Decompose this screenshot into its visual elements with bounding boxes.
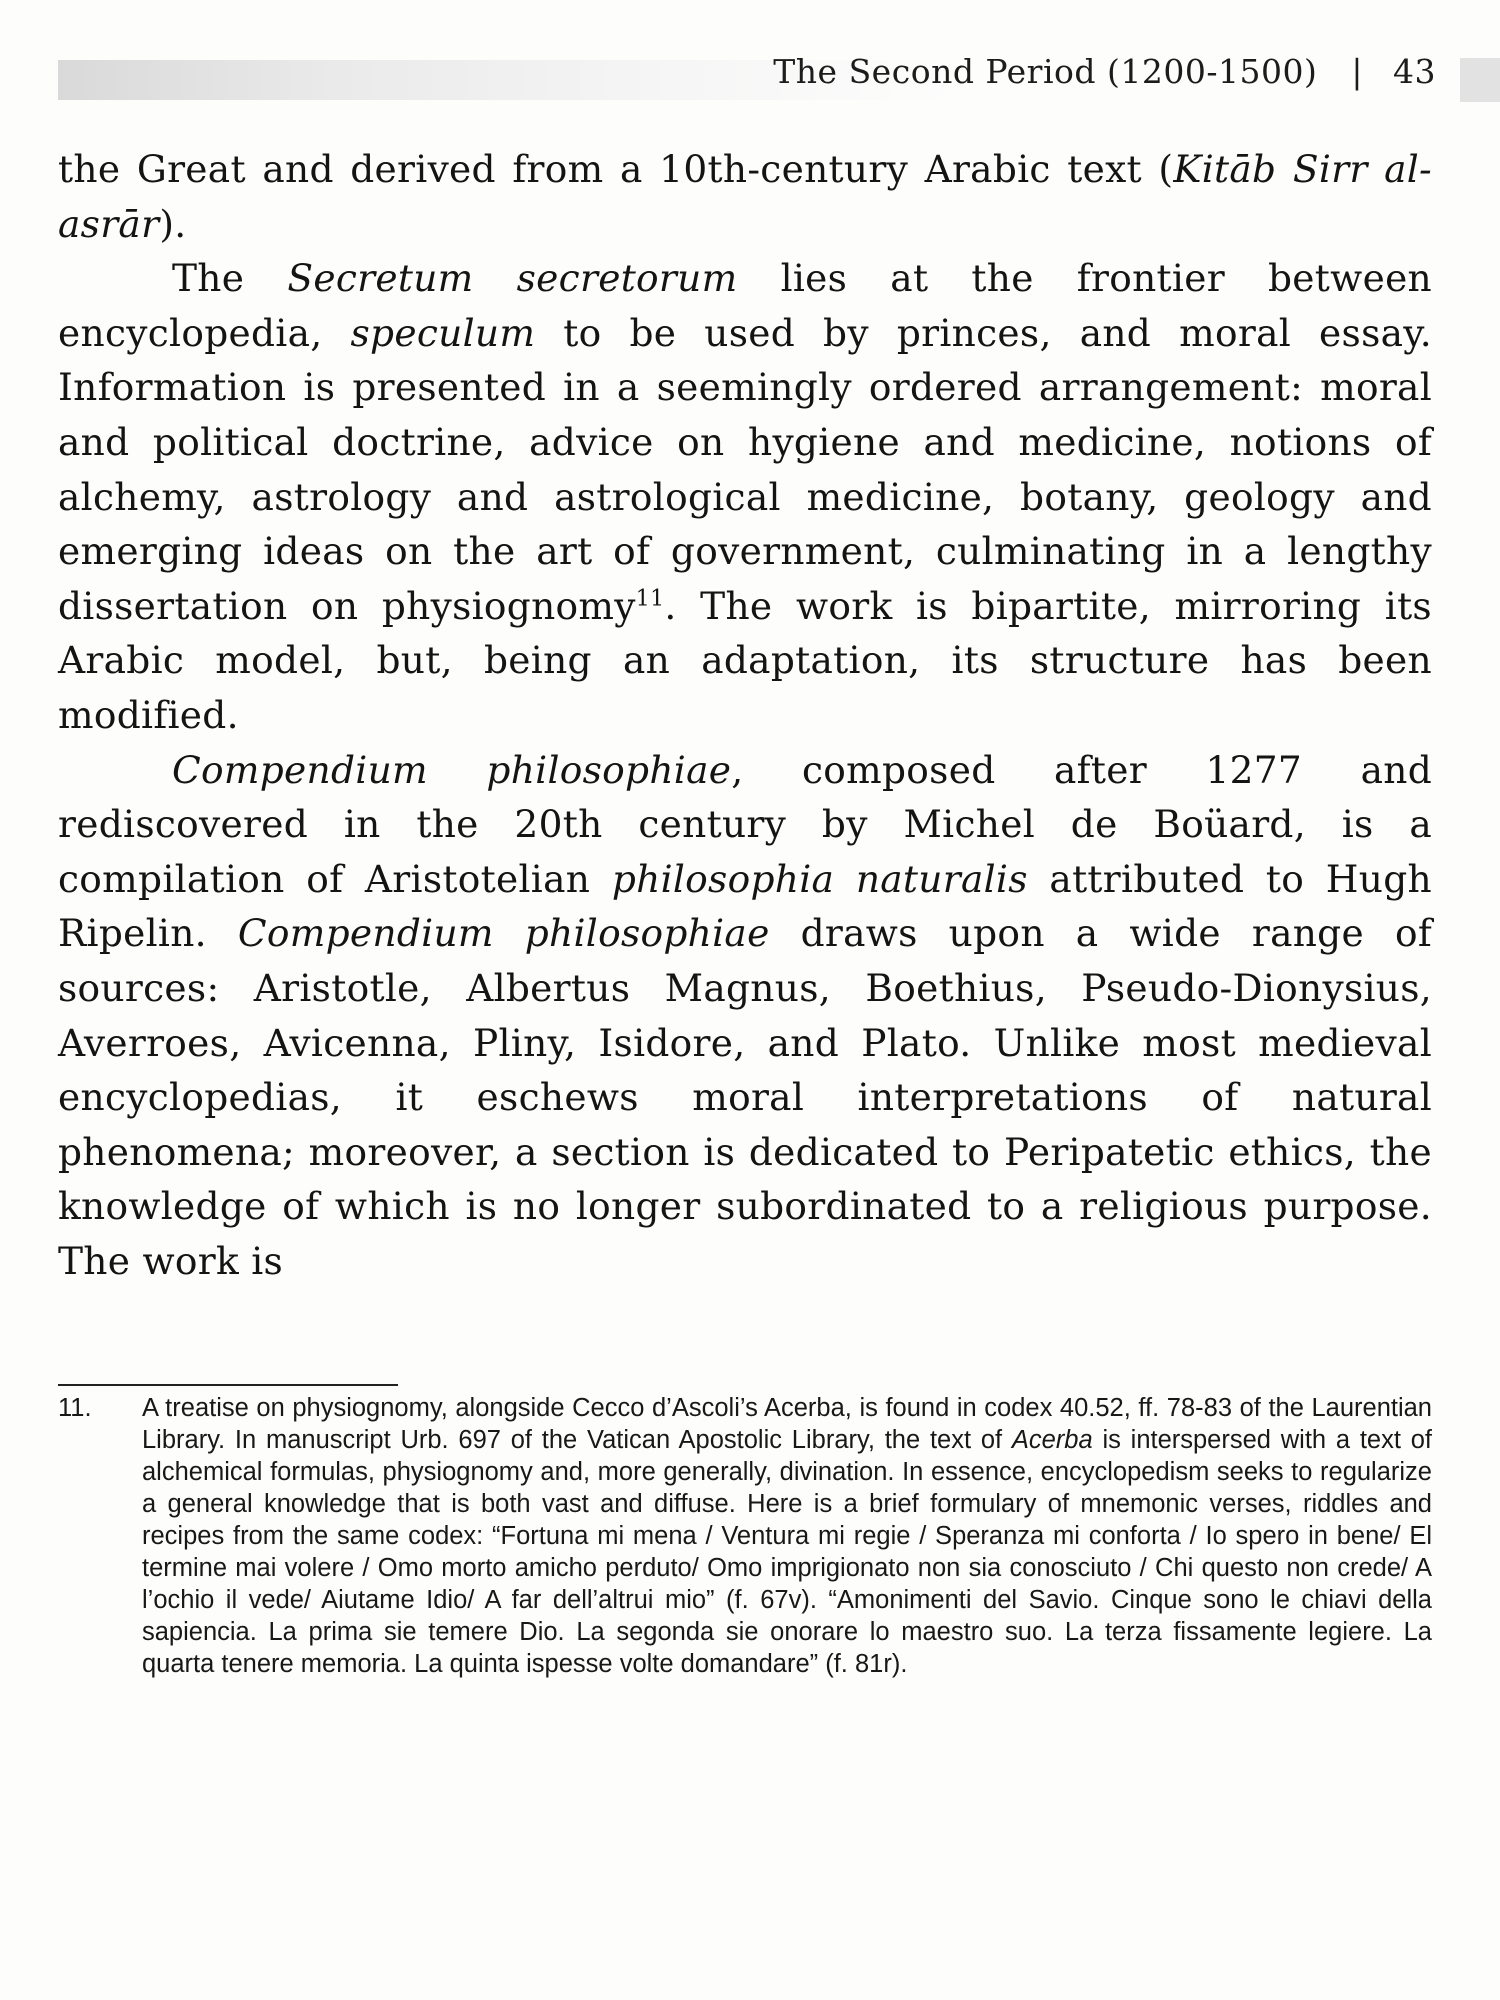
italic-title-kitab: Kitāb Sirr al-asrār	[58, 147, 1432, 246]
italic-title-compendium: Compendium philosophiae	[172, 747, 732, 792]
italic-title-acerba: Acerba	[1011, 1426, 1093, 1454]
paragraph-continuation	[58, 142, 1432, 251]
italic-title-compendium: Compendium philosophiae	[237, 911, 770, 956]
text-run: the Great and derived from a 10th-century Arabic text (	[58, 147, 1174, 191]
text-run: to be used by princes, and moral essay. Information is presented in a seemingly ordered arrangement: moral and political doctrine, advice on hygiene and medicine, notions of alchemy, astrology and astrological medicine, botany, geology and emerging ideas on the art of government, culminating in a lengthy dissertation on physiognomy	[58, 310, 1432, 628]
footnote-rule	[58, 1384, 398, 1386]
text-run: attributed to Hugh Ripelin.	[58, 856, 1432, 956]
footnote-text	[142, 1392, 1432, 1680]
main-text	[58, 142, 1432, 1288]
footnote-reference: 11	[635, 586, 665, 612]
page-edge-shading	[1460, 58, 1500, 102]
running-head	[773, 52, 1436, 91]
text-run: draws upon a wide range of sources: Aristotle, Albertus Magnus, Boethius, Pseudo-Dionysius, Averroes, Avicenna, Pliny, Isidore, and Plato. Unlike most medieval encyclopedias, it eschews moral interpretations of natural phenomena; moreover, a section is dedicated to Peripatetic ethics, the knowledge of which is no longer subordinated to a religious purpose. The work is	[58, 911, 1433, 1283]
text-run: . The work is bipartite, mirroring its Arabic model, but, being an adaptation, its structure has been modified.	[58, 583, 1432, 737]
footnote-number: 11.	[58, 1394, 92, 1422]
text-run: A treatise on physiognomy, alongside Cecco d’Ascoli’s Acerba, is found in codex 40.52, ff. 78-83 of the Laurentian Library. In manuscript Urb. 697 of the Vatican Apostolic Library, the text of	[142, 1394, 1432, 1454]
italic-term-philosophia: philosophia naturalis	[611, 856, 1028, 901]
text-run: The	[172, 256, 288, 301]
page-number: 43	[1393, 52, 1436, 91]
running-head-title: The Second Period (1200-1500)	[773, 52, 1318, 91]
text-run: , composed after 1277 and rediscovered in the 20th century by Michel de Boüard, is a compilation of Aristotelian	[58, 747, 1432, 901]
text-run: lies at the frontier between encyclopedia,	[58, 256, 1433, 355]
italic-term-speculum: speculum	[350, 310, 536, 355]
paragraph-compendium	[58, 743, 1432, 1289]
italic-title-secretum: Secretum secretorum	[287, 256, 738, 301]
footnote	[58, 1392, 1432, 1680]
paragraph-secretum	[58, 251, 1432, 742]
text-run: is interspersed with a text of alchemical formulas, physiognomy and, more generally, divination. In essence, encyclopedism seeks to regularize a general knowledge that is both vast and diffuse. Here is a brief formulary of mnemonic verses, riddles and recipes from the same codex: “Fortuna mi mena / Ventura mi regie / Speranza mi conforta / Io spero in bene/ El termine mai volere / Omo morto amicho perduto/ Omo imprigionato non sia conosciuto / Chi questo non crede/ A l’ochio il vede/ Aiutame Idio/ A far dell’altrui mio” (f. 67v). “Amonimenti del Savio. Cinque sono le chiavi della sapiencia. La prima sie temere Dio. La segonda sie onorare lo maestro suo. La terza fissamente legiere. La quarta tenere memoria. La quinta ispesse volte domandare” (f. 81r).	[142, 1426, 1432, 1678]
text-run: ).	[159, 201, 187, 246]
running-head-separator: |	[1351, 52, 1363, 91]
